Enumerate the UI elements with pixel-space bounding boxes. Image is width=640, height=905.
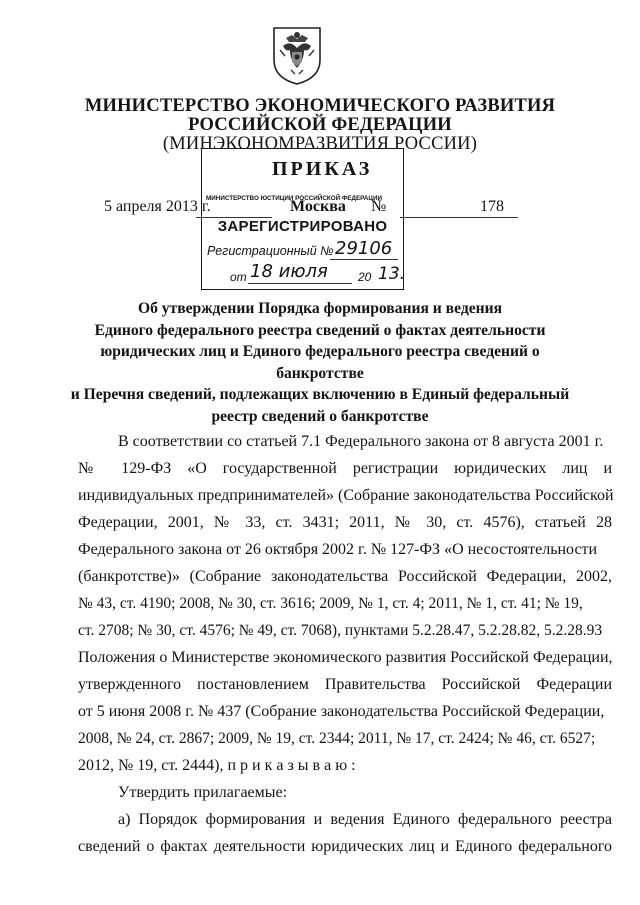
body-text-line: Утвердить прилагаемые: xyxy=(118,784,288,801)
stamp-registration-label: Регистрационный № xyxy=(207,244,334,258)
body-text-line: 2008, № 24, ст. 2867; 2009, № 19, ст. 2344; 2011, № 17, ст. 2424; № 46, ст. 6527; xyxy=(78,730,596,747)
document-title-line: реестр сведений о банкротстве xyxy=(211,407,429,425)
ministry-name-line: РОССИЙСКОЙ ФЕДЕРАЦИИ xyxy=(188,115,452,135)
order-city: Москва xyxy=(290,198,346,215)
document-title-line: Единого федерального реестра сведений о фактах деятельности xyxy=(94,321,546,339)
stamp-year-prefix: 20 xyxy=(358,270,372,284)
document-title-line: юридических лиц и Единого федерального реестра сведений о банкротстве xyxy=(100,343,540,382)
body-text-line: № 129-ФЗ «О государственной регистрации юридических лиц и xyxy=(78,460,612,477)
body-text-line: № 43, ст. 4190; 2008, № 30, ст. 3616; 2009, № 1, ст. 4; 2011, № 1, ст. 41; № 19, xyxy=(78,595,583,612)
order-number-sign: № xyxy=(371,198,387,215)
stamp-from-label: от xyxy=(230,270,247,284)
body-text-line: Положения о Министерстве экономического развития Российской Федерации, xyxy=(78,649,613,666)
stamp-ministry: МИНИСТЕРСТВО ЮСТИЦИИ РОССИЙСКОЙ ФЕДЕРАЦИИ xyxy=(206,195,383,202)
ministry-name-line: МИНИСТЕРСТВО ЭКОНОМИЧЕСКОГО РАЗВИТИЯ xyxy=(84,96,556,116)
body-text-line: ст. 2708; № 30, ст. 4576; № 49, ст. 7068), пунктами 5.2.28.47, 5.2.28.82, 5.2.28.93 xyxy=(78,622,603,639)
stamp-registered-label: ЗАРЕГИСТРИРОВАНО xyxy=(217,218,388,235)
body-text-line: от 5 июня 2008 г. № 437 (Собрание законодательства Российской Федерации, xyxy=(78,703,605,720)
body-text-line: Федерации, 2001, № 33, ст. 3431; 2011, № 30, ст. 4576), статьей 28 xyxy=(78,514,612,531)
body-text-line: а) Порядок формирования и ведения Единого федерального реестра xyxy=(118,811,612,828)
order-number: 178 xyxy=(480,198,504,215)
body-text-line: сведений о фактах деятельности юридических лиц и Единого федерального xyxy=(78,838,612,855)
stamp-date-underline xyxy=(248,283,352,284)
stamp-year-suffix: 13. xyxy=(378,264,406,284)
body-text-line: В соответствии со статьей 7.1 Федерального закона от 8 августа 2001 г. xyxy=(118,433,604,450)
stamp-registration-date: 18 июля xyxy=(250,261,328,282)
stamp-registration-number: 29106 xyxy=(335,238,393,259)
coat-of-arms-icon xyxy=(270,22,324,86)
stamp-number-underline xyxy=(330,259,398,260)
order-title: ПРИКАЗ xyxy=(272,158,373,180)
document-title-line: Об утверждении Порядка формирования и ведения xyxy=(137,300,503,317)
body-text-line: индивидуальных предпринимателей» (Собрание законодательства Российской xyxy=(78,487,614,504)
body-text-line: 2012, № 19, ст. 2444), п р и к а з ы в а ю : xyxy=(78,757,356,774)
document-title-line: и Перечня сведений, подлежащих включению в Единый федеральный xyxy=(70,386,570,403)
number-underline xyxy=(400,217,518,218)
body-text-line: Федерального закона от 26 октября 2002 г. № 127-ФЗ «О несостоятельности xyxy=(78,541,598,558)
body-text-line: утвержденного постановлением Правительства Российской Федерации xyxy=(78,676,612,693)
body-text-line: (банкротстве)» (Собрание законодательства Российской Федерации, 2002, xyxy=(78,568,612,585)
order-date: 5 апреля 2013 г. xyxy=(104,198,211,215)
document-title xyxy=(60,298,580,427)
ministry-abbreviation: (МИНЭКОНОМРАЗВИТИЯ РОССИИ) xyxy=(162,134,478,154)
